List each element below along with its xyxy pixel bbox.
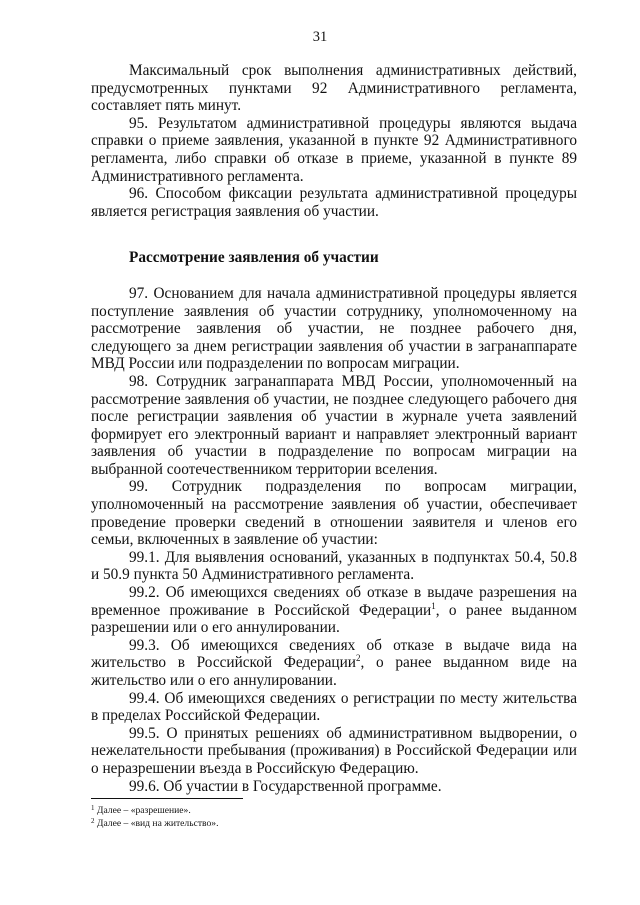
paragraph: 99. Сотрудник подразделения по вопросам миграции, уполномоченный на рассмотрение заявления об участии, обеспечивает проведение проверки сведений в отношении заявителя и членов его семьи, включенных в заявление об участии: — [91, 478, 577, 549]
footnote-ref: 2 — [355, 653, 361, 664]
footnote — [91, 818, 391, 831]
paragraph-text: , о ранее выданном виде на жительство или о его аннулировании. — [91, 654, 577, 689]
paragraph: Максимальный срок выполнения административных действий, предусмотренных пунктами 92 Административного регламента, составляет пять минут. — [91, 62, 577, 115]
footnote-ref: 1 — [431, 600, 436, 611]
footnote-mark: 2 — [91, 816, 95, 825]
paragraph: 96. Способом фиксации результата административной процедуры является регистрация заявления об участии. — [91, 185, 577, 220]
paragraph-text: 99.3. Об имеющихся сведениях об отказе в выдаче вида на жительство в Российской Федерации — [91, 636, 577, 672]
document-body — [91, 62, 577, 795]
footnote-text: Далее – «вид на жительство». — [96, 817, 219, 829]
paragraph-text: , о ранее выданном разрешении или о его аннулировании. — [91, 601, 577, 637]
footnote — [91, 805, 391, 818]
section-heading: Рассмотрение заявления об участии — [129, 249, 379, 267]
footnote-mark: 1 — [91, 804, 95, 812]
footnote-text: Далее – «разрешение». — [96, 805, 191, 816]
paragraph: 95. Результатом административной процедуры являются выдача справки о приеме заявления, указанной в пункте 92 Административного регламента, либо справки об отказе в приеме, указанной в пункте 89 Административного регламента. — [91, 114, 577, 185]
paragraph-text: 99.2. Об имеющихся сведениях об отказе в выдаче разрешения на временное проживание в Российской Федерации — [91, 584, 577, 619]
paragraph: 99.1. Для выявления оснований, указанных в подпунктах 50.4, 50.8 и 50.9 пункта 50 Административного регламента. — [91, 548, 577, 584]
paragraph: 99.4. Об имеющихся сведениях о регистрации по месту жительства в пределах Российской Федерации. — [91, 689, 577, 725]
paragraph: 97. Основанием для начала административной процедуры является поступление заявления об участии сотруднику, уполномоченному на рассмотрение заявления об участии, не позднее рабочего дня, следующего за днем регистрации заявления об участии в загранаппарате МВД России или подразделении по вопросам миграции. — [91, 284, 577, 373]
page-number: 31 — [312, 29, 328, 45]
footnotes — [91, 805, 391, 830]
paragraph: 99.5. О принятых решениях об административном выдворении, о нежелательности пребывания (проживания) в Российской Федерации или о неразрешении въезда в Российскую Федерацию. — [91, 724, 577, 777]
paragraph: 98. Сотрудник загранаппарата МВД России, уполномоченный на рассмотрение заявления об участии, не позднее следующего рабочего дня после регистрации заявления об участии в журнале учета заявлений формирует его электронный вариант и направляет электронный вариант заявления об участии в подразделение по вопросам миграции на выбранной соотечественником территории вселения. — [91, 372, 577, 478]
paragraph — [91, 637, 577, 690]
paragraph: 99.6. Об участии в Государственной программе. — [129, 777, 442, 795]
footnote-divider — [91, 798, 243, 799]
paragraph — [91, 584, 577, 637]
